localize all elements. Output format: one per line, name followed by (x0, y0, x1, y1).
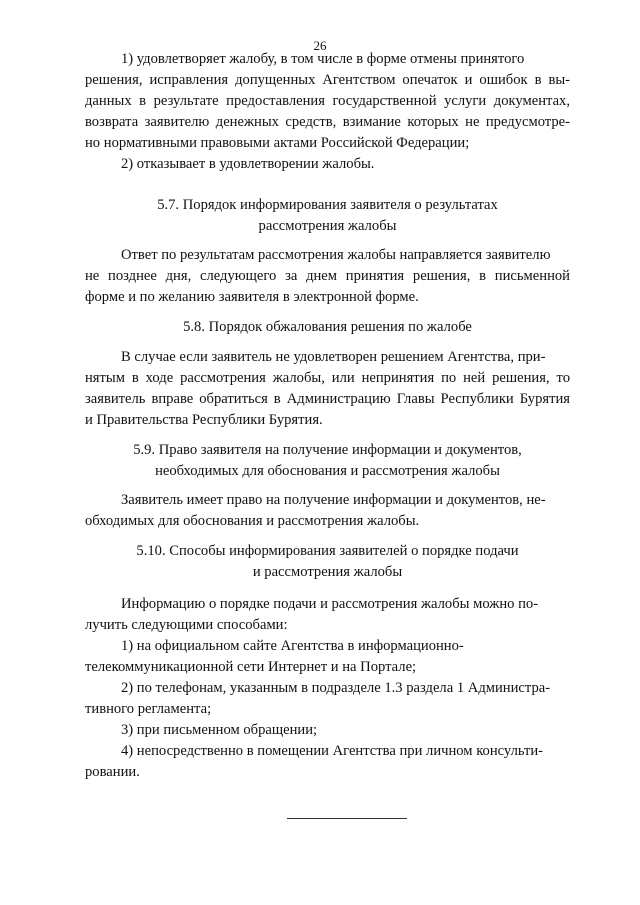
text-line: 1) на официальном сайте Агентства в информационно- (121, 638, 464, 654)
text-line: Ответ по результатам рассмотрения жалобы направляется заявителю (121, 247, 551, 263)
text-line: заявитель вправе обратиться в Администрацию Главы Республики Бурятия (85, 391, 570, 407)
text-line: данных в результате предоставления государственной услуги документах, (85, 93, 570, 109)
text-line: тивного регламента; (85, 701, 212, 717)
text-line: Информацию о порядке подачи и рассмотрения жалобы можно по- (121, 596, 539, 612)
heading-line: 5.9. Право заявителя на получение информации и документов, (133, 442, 522, 458)
heading-line: и рассмотрения жалобы (252, 564, 403, 580)
heading-line: 5.8. Порядок обжалования решения по жалобе (183, 319, 472, 335)
text-line: 4) непосредственно в помещении Агентства при личном консульти- (121, 743, 544, 759)
text-line: телекоммуникационной сети Интернет и на Портале; (85, 659, 417, 675)
text-line: 2) отказывает в удовлетворении жалобы. (121, 156, 375, 172)
text-line: В случае если заявитель не удовлетворен решением Агентства, при- (121, 349, 546, 365)
text-line: 2) по телефонам, указанным в подразделе 1.3 раздела 1 Администра- (121, 680, 551, 696)
text-line: и Правительства Республики Бурятия. (85, 412, 323, 428)
text-line: нятым в ходе рассмотрения жалобы, или непринятия по ней решения, то (85, 370, 570, 386)
text-line: но нормативными правовыми актами Российской Федерации; (85, 135, 470, 151)
text-line: решения, исправления допущенных Агентством опечаток и ошибок в вы- (85, 72, 570, 88)
text-line: не позднее дня, следующего за днем принятия решения, в письменной (85, 268, 570, 284)
text-line: лучить следующими способами: (85, 617, 288, 633)
page-number: 26 (313, 38, 327, 53)
text-line: 3) при письменном обращении; (121, 722, 318, 738)
text-line: возврата заявителю денежных средств, взимание которых не предусмотре- (85, 114, 570, 130)
text-line: форме и по желанию заявителя в электронной форме. (85, 289, 419, 305)
footer-divider (287, 818, 407, 819)
heading-line: 5.10. Способы информирования заявителей о порядке подачи (136, 543, 519, 559)
text-line: обходимых для обоснования и рассмотрения жалобы. (85, 513, 420, 529)
heading-line: 5.7. Порядок информирования заявителя о результатах (157, 197, 498, 213)
text-line: 1) удовлетворяет жалобу, в том числе в форме отмены принятого (121, 51, 525, 67)
heading-line: рассмотрения жалобы (258, 218, 397, 234)
text-line: Заявитель имеет право на получение информации и документов, не- (121, 492, 546, 508)
text-line: ровании. (85, 764, 140, 780)
heading-line: необходимых для обоснования и рассмотрения жалобы (155, 463, 500, 479)
